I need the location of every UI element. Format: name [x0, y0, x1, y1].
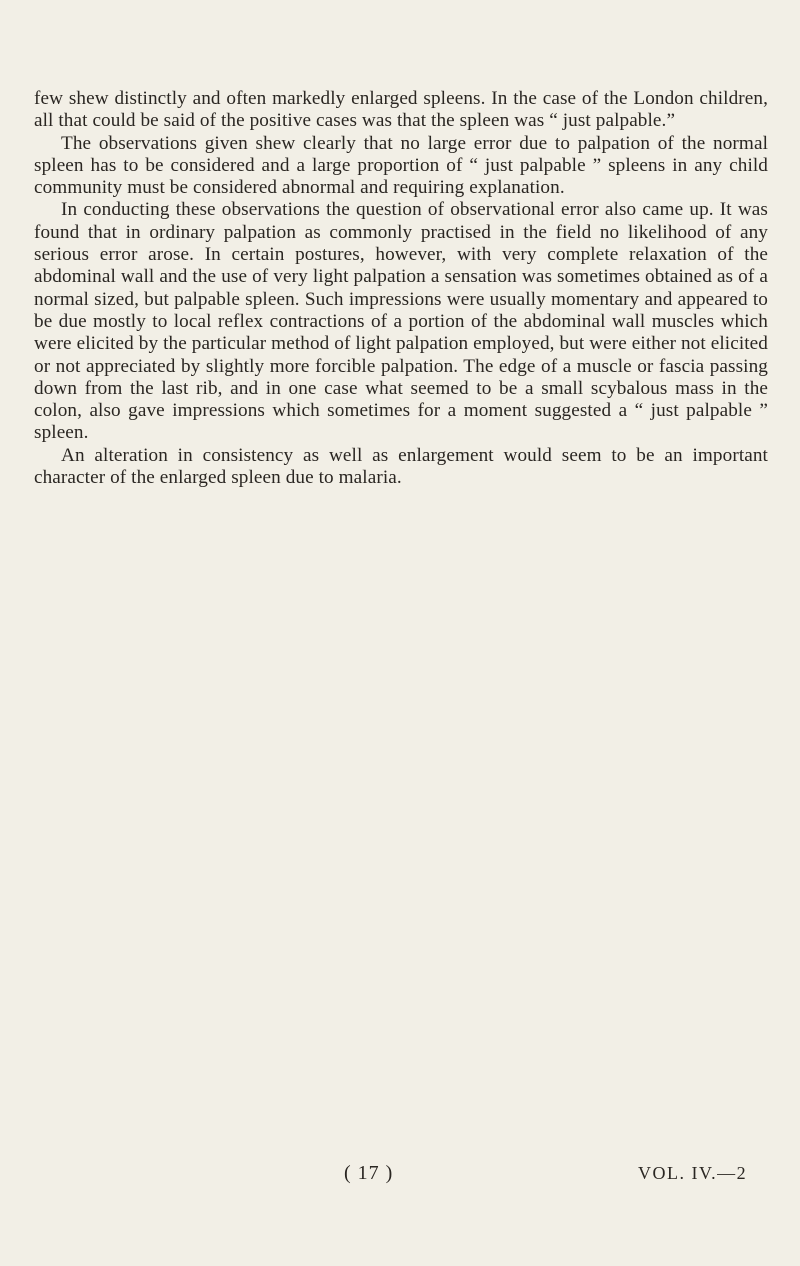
paragraph-continuation: few shew distinctly and often markedly enlarged spleens. In the case of the London children, all that could be said of the positive cases was that the spleen was “ just palpable.”: [34, 88, 768, 132]
page-footer: [0, 1162, 800, 1192]
page-number: ( 17 ): [344, 1162, 394, 1184]
paragraph-observational-error: In conducting these observations the question of observational error also came up. It was found that in ordinary palpation as commonly practised in the field no likelihood of any serious error arose. In certain postures, however, with very complete relaxation of the abdominal wall and the use of very light palpation a sensation was sometimes obtained as of a normal sized, but palpable spleen. Such impressions were usually momentary and appeared to be due mostly to local reflex contractions of a portion of the abdominal wall muscles which were elicited by the particular method of light palpation employed, but were either not elicited or not appreciated by slightly more forcible palpation. The edge of a muscle or fascia passing down from the last rib, and in one case what seemed to be a small scybalous mass in the colon, also gave impressions which sometimes for a moment suggested a “ just palpable ” spleen.: [34, 199, 768, 444]
body-text: [34, 88, 768, 489]
paragraph-observations: The observations given shew clearly that no large error due to palpation of the normal spleen has to be considered and a large proportion of “ just palpable ” spleens in any child community must be considered abnormal and requiring explanation.: [34, 132, 768, 199]
paragraph-consistency: An alteration in consistency as well as enlargement would seem to be an important character of the enlarged spleen due to malaria.: [34, 444, 768, 489]
volume-signature: VOL. IV.—2: [638, 1163, 748, 1183]
